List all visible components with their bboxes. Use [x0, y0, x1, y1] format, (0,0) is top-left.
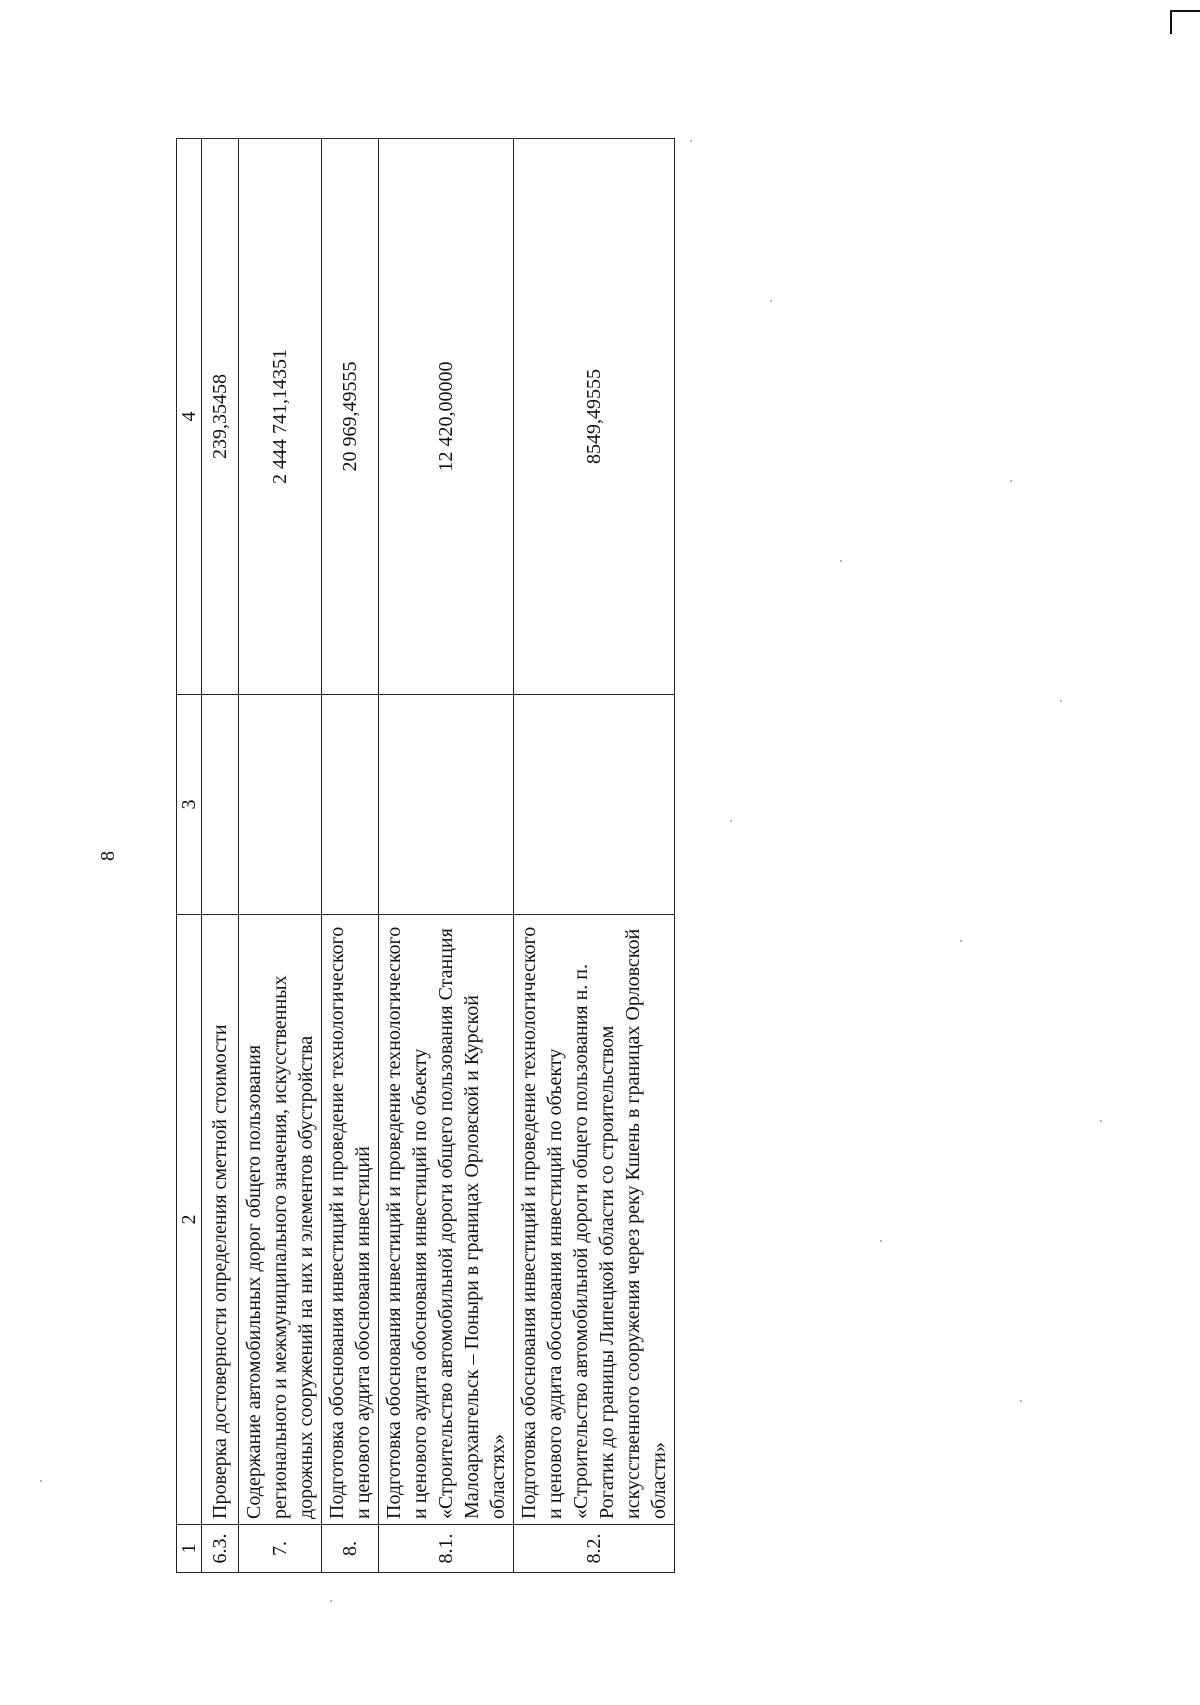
scan-speck — [960, 940, 962, 942]
row-value: 239,35458 — [202, 139, 239, 695]
scan-speck — [730, 820, 732, 822]
row-number: 8. — [322, 1525, 379, 1573]
table-row — [202, 139, 239, 1573]
row-number: 7. — [239, 1525, 322, 1573]
scan-speck — [40, 1480, 42, 1482]
row-value: 20 969,49555 — [322, 139, 379, 695]
scan-speck — [330, 1600, 332, 1602]
corner-staple-mark — [1170, 10, 1200, 34]
row-name: Подготовка обоснования инвестиций и проведение технологического и ценового аудита обоснования инвестиций по объекту «Строительство автомобильной дороги общего пользования Станция Малоархангельск – Поныри в границах Орловской и Курской областях» — [379, 915, 514, 1525]
table-header-row — [177, 139, 202, 1573]
row-number: 8.1. — [379, 1525, 514, 1573]
column-header: 2 — [177, 915, 202, 1525]
row-value: 2 444 741,14351 — [239, 139, 322, 695]
scan-speck — [770, 300, 772, 302]
row-empty-cell — [239, 695, 322, 915]
row-name: Проверка достоверности определения сметной стоимости — [202, 915, 239, 1525]
scan-speck — [1060, 700, 1062, 702]
scan-speck — [1010, 480, 1012, 482]
scan-speck — [880, 1240, 882, 1242]
row-value: 8549,49555 — [514, 139, 675, 695]
row-number: 6.3. — [202, 1525, 239, 1573]
column-header: 1 — [177, 1525, 202, 1573]
column-header: 3 — [177, 695, 202, 915]
scan-speck — [1020, 1400, 1022, 1402]
table-row — [322, 139, 379, 1573]
row-value: 12 420,00000 — [379, 139, 514, 695]
row-empty-cell — [514, 695, 675, 915]
table-row — [379, 139, 514, 1573]
row-empty-cell — [379, 695, 514, 915]
scan-speck — [1100, 1120, 1102, 1122]
scan-speck — [690, 140, 692, 142]
table-row — [514, 139, 675, 1573]
table-row — [239, 139, 322, 1573]
page-number: 8 — [97, 851, 119, 861]
budget-table — [176, 138, 675, 1573]
row-number: 8.2. — [514, 1525, 675, 1573]
row-name: Подготовка обоснования инвестиций и проведение технологического и ценового аудита обоснования инвестиций по объекту «Строительство автомобильной дороги общего пользования н. п. Рогатик до границы Липецкой области со строительством искусственного сооружения через реку Кшень в границах Орловской области» — [514, 915, 675, 1525]
row-empty-cell — [202, 695, 239, 915]
row-name: Подготовка обоснования инвестиций и проведение технологического и ценового аудита обоснования инвестиций — [322, 915, 379, 1525]
row-name: Содержание автомобильных дорог общего пользования регионального и межмуниципального значения, искусственных дорожных сооружений на них и элементов обустройства — [239, 915, 322, 1525]
budget-table-rotated — [176, 139, 670, 1573]
scan-speck — [840, 560, 842, 562]
row-empty-cell — [322, 695, 379, 915]
column-header: 4 — [177, 139, 202, 695]
